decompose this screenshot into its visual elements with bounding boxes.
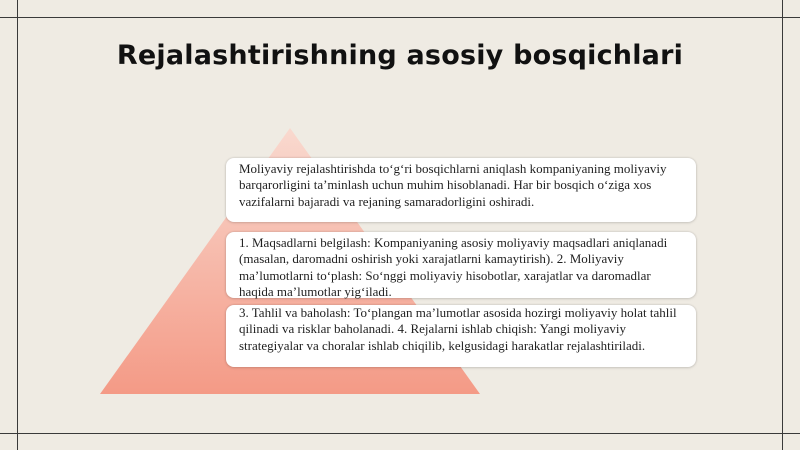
frame-line-bottom [0, 433, 800, 434]
info-card-steps-1-2 [226, 232, 696, 298]
slide-title: Rejalashtirishning asosiy bosqichlari [116, 40, 684, 71]
frame-line-top [0, 17, 800, 18]
info-card-steps-3-4 [226, 305, 696, 367]
info-card-text: Moliyaviy rejalashtirishda to‘g‘ri bosqichlarni aniqlash kompaniyaning moliyaviy barqarorligini ta’minlash uchun muhim hisoblanadi. Har bir bosqich o‘ziga xos vazifalarni bajaradi va rejaning samaradorligini oshiradi. [239, 161, 667, 209]
info-card-text: 3. Tahlil va baholash: To‘plangan ma’lumotlar asosida hozirgi moliyaviy holat tahlil qilinadi va risklar baholanadi. 4. Rejalarni ishlab chiqish: Yangi moliyaviy strategiyalar va choralar ishlab chiqilib, kelgusidagi harakatlar rejalashtiriladi. [239, 305, 677, 353]
info-card-text: 1. Maqsadlarni belgilash: Kompaniyaning asosiy moliyaviy maqsadlari aniqlanadi (masalan, daromadni oshirish yoki xarajatlarni kamaytirish). 2. Moliyaviy ma’lumotlarni to‘plash: So‘nggi moliyaviy hisobotlar, xarajatlar va daromadlar haqida ma’lumotlar yig‘iladi. [239, 235, 668, 300]
info-card-intro [226, 158, 696, 222]
